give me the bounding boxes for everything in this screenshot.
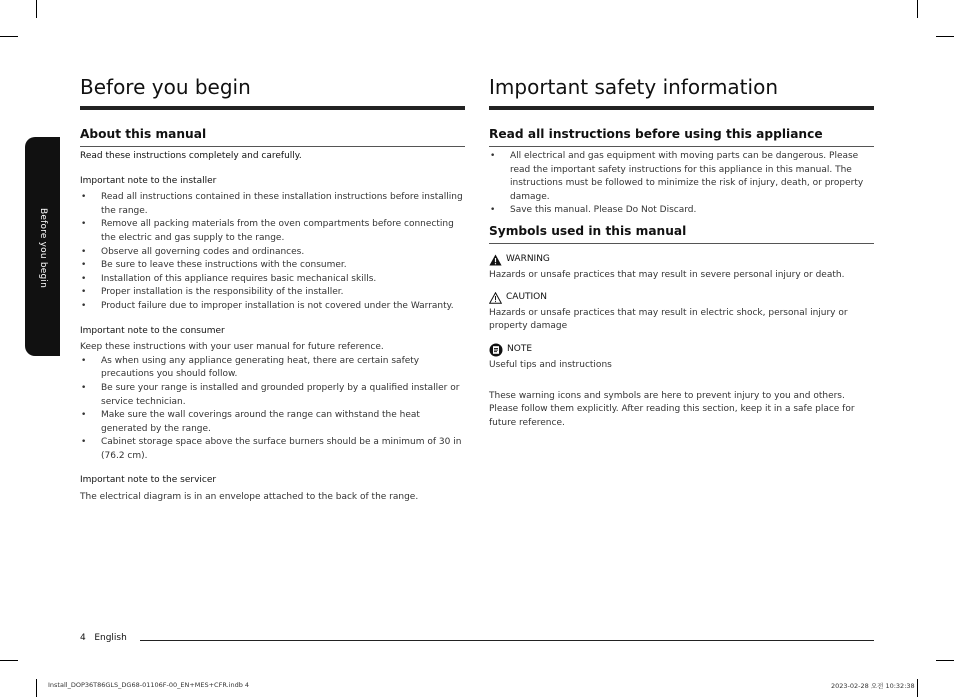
note-label	[489, 343, 874, 357]
footer-rule	[140, 640, 874, 641]
warning-label	[489, 253, 874, 267]
note-label-text: NOTE	[507, 344, 533, 355]
servicer-heading: Important note to the servicer	[80, 475, 217, 486]
list-item: • Make sure the wall coverings around the range can withstand the heat generated by the range.	[80, 409, 465, 436]
page-title-right: Important safety information	[489, 74, 874, 110]
caution-label-text: CAUTION	[506, 292, 547, 303]
crop-mark	[0, 660, 18, 661]
crop-mark	[36, 0, 37, 18]
list-item: • Observe all governing codes and ordinances.	[80, 246, 465, 260]
warning-label-text: WARNING	[506, 253, 550, 264]
crop-mark	[917, 0, 918, 18]
symbols-closing-text: These warning icons and symbols are here to prevent injury to you and others. Please follow them explicitly. After reading this section, keep it in a safe place for future reference.	[489, 390, 855, 428]
list-item: • Save this manual. Please Do Not Discard.	[489, 204, 874, 218]
consumer-heading: Important note to the consumer	[80, 325, 225, 336]
list-item: • Product failure due to improper installation is not covered under the Warranty.	[80, 300, 465, 314]
crop-mark	[36, 679, 37, 697]
caution-icon	[489, 292, 502, 304]
crop-mark	[917, 679, 918, 697]
side-tab-label: Before you begin	[38, 207, 48, 289]
page-number: 4	[80, 633, 86, 643]
list-item: • Proper installation is the responsibility of the installer.	[80, 286, 465, 300]
list-item: • Be sure to leave these instructions with the consumer.	[80, 259, 465, 273]
list-item: • Be sure your range is installed and grounded properly by a qualified installer or service technician.	[80, 382, 465, 409]
crop-mark	[0, 36, 18, 37]
read-all-list	[489, 150, 874, 218]
consumer-list	[80, 355, 465, 464]
read-all-section	[489, 127, 874, 430]
installer-list	[80, 191, 465, 313]
print-slug-file: Install_DOP36T86GLS_DG68-01106F-00_EN+MES+CFR.indb 4	[48, 681, 250, 689]
crop-mark	[936, 36, 954, 37]
note-text: Useful tips and instructions	[489, 359, 612, 370]
read-all-heading: Read all instructions before using this appliance	[489, 127, 874, 147]
list-item: • As when using any appliance generating heat, there are certain safety precautions you should follow.	[80, 355, 465, 382]
print-slug-timestamp: 2023-02-28 오전 10:32:38	[831, 682, 915, 690]
consumer-text: Keep these instructions with your user manual for future reference.	[80, 342, 384, 353]
about-manual-heading: About this manual	[80, 127, 465, 147]
list-item: • Read all instructions contained in these installation instructions before installing the range.	[80, 191, 465, 218]
servicer-text: The electrical diagram is in an envelope attached to the back of the range.	[80, 492, 419, 503]
list-item: • Remove all packing materials from the oven compartments before connecting the electric and gas supply to the range.	[80, 218, 465, 245]
list-item: • All electrical and gas equipment with moving parts can be dangerous. Please read the important safety instructions for this appliance in this manual. The instructions must be followed to minimize the risk of injury, death, or property damage.	[489, 150, 874, 204]
footer-language: English	[94, 633, 127, 643]
page-footer	[80, 633, 127, 643]
symbols-heading: Symbols used in this manual	[489, 224, 874, 244]
note-icon	[489, 343, 503, 357]
caution-text: Hazards or unsafe practices that may result in electric shock, personal injury or property damage	[489, 307, 848, 332]
warning-icon	[489, 254, 502, 266]
side-chapter-tab	[25, 137, 60, 356]
list-item: • Cabinet storage space above the surface burners should be a minimum of 30 in (76.2 cm).	[80, 436, 465, 463]
installer-heading: Important note to the installer	[80, 175, 217, 186]
about-manual-intro: Read these instructions completely and carefully.	[80, 151, 302, 161]
page-title-left: Before you begin	[80, 74, 465, 110]
crop-mark	[936, 660, 954, 661]
list-item: • Installation of this appliance requires basic mechanical skills.	[80, 273, 465, 287]
warning-text: Hazards or unsafe practices that may result in severe personal injury or death.	[489, 269, 845, 280]
caution-label	[489, 291, 874, 305]
about-manual-section	[80, 127, 465, 505]
